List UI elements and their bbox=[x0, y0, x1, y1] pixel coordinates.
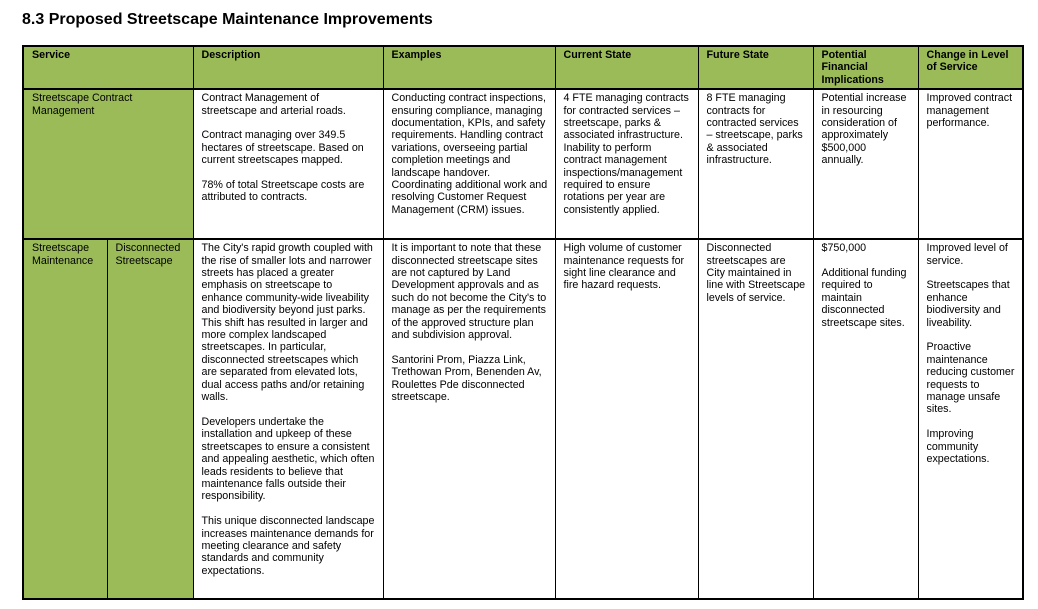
header-future-state: Future State bbox=[698, 46, 813, 89]
table-row bbox=[23, 89, 1023, 239]
page-title: 8.3 Proposed Streetscape Maintenance Improvements bbox=[22, 11, 433, 28]
description-paragraph: 78% of total Streetscape costs are attributed to contracts. bbox=[201, 179, 365, 204]
description-paragraph: Developers undertake the installation and upkeep of these streetscapes to ensure a consistent and appealing aesthetic, which often leads residents to believe that maintenance falls outside their responsibility. bbox=[201, 415, 375, 503]
current-state-paragraph: High volume of customer maintenance requests for sight line clearance and fire hazard requests. bbox=[563, 242, 685, 292]
service-table bbox=[22, 45, 1024, 600]
financial-paragraph: $750,000 bbox=[821, 242, 867, 255]
cell-description bbox=[193, 239, 383, 599]
cell-description bbox=[193, 89, 383, 239]
header-service: Service bbox=[23, 46, 193, 89]
current-state-paragraph: 4 FTE managing contracts for contracted services – streetscape, parks & associated infrastructure. Inability to perform contract management inspections/management required to ensure rotations per year are consistently applied. bbox=[563, 92, 689, 216]
examples-paragraph: It is important to note that these disconnected streetscape sites are not captured by Land Development approvals and as such do not become the City's to manage as per the requirements of the approved structure plan and subdivision approval. bbox=[391, 242, 547, 342]
cell-financial bbox=[813, 89, 918, 239]
examples-paragraph: Santorini Prom, Piazza Link, Trethowan Prom, Benenden Av, Roulettes Pde disconnected streetscape. bbox=[391, 353, 542, 404]
future-state-paragraph: 8 FTE managing contracts for contracted services – streetscape, parks & associated infrastructure. bbox=[706, 92, 803, 167]
change-paragraph: Improving community expectations. bbox=[926, 428, 990, 466]
header-description: Description bbox=[193, 46, 383, 89]
financial-paragraph: Potential increase in resourcing consideration of approximately $500,000 annually. bbox=[821, 92, 907, 167]
description-paragraph: The City's rapid growth coupled with the rise of smaller lots and narrower streets has placed a greater emphasis on streetscape to enhance community-wide liveability and biodiversity beyond just parks. This shift has resulted in larger and more complex landscaped streetscapes. In particular, disconnected streetscapes which are separated from elevated lots, dual access paths and/or retaining walls. bbox=[201, 242, 373, 404]
cell-future-state bbox=[698, 89, 813, 239]
header-financial: Potential Financial Implications bbox=[813, 46, 918, 89]
header-change: Change in Level of Service bbox=[918, 46, 1023, 89]
cell-current-state bbox=[555, 239, 698, 599]
header-examples: Examples bbox=[383, 46, 555, 89]
cell-examples bbox=[383, 89, 555, 239]
description-paragraph: Contract managing over 349.5 hectares of streetscape. Based on current streetscapes mapped. bbox=[201, 129, 364, 167]
table-row bbox=[23, 239, 1023, 599]
cell-service: Streetscape Maintenance bbox=[23, 239, 107, 599]
description-paragraph: This unique disconnected landscape increases maintenance demands for meeting clearance and safety standards and community expectations. bbox=[201, 515, 375, 577]
future-state-paragraph: Disconnected streetscapes are City maintained in line with Streetscape levels of service. bbox=[706, 242, 806, 304]
change-paragraph: Proactive maintenance reducing customer requests to manage unsafe sites. bbox=[926, 341, 1015, 416]
cell-examples bbox=[383, 239, 555, 599]
cell-service: Streetscape Contract Management bbox=[23, 89, 193, 239]
cell-change bbox=[918, 89, 1023, 239]
cell-change bbox=[918, 239, 1023, 599]
financial-paragraph: Additional funding required to maintain disconnected streetscape sites. bbox=[821, 267, 907, 329]
cell-current-state bbox=[555, 89, 698, 239]
header-current-state: Current State bbox=[555, 46, 698, 89]
change-paragraph: Streetscapes that enhance biodiversity and liveability. bbox=[926, 279, 1010, 329]
cell-future-state bbox=[698, 239, 813, 599]
examples-paragraph: Conducting contract inspections, ensuring compliance, managing documentation, KPIs, and safety requirements. Handling contract variations, overseeing partial completion meetings and landscape handover. Coordinating additional work and resolving Customer Request Management (CRM) issues. bbox=[391, 92, 548, 216]
header-row bbox=[23, 46, 1023, 89]
change-paragraph: Improved level of service. bbox=[926, 242, 1008, 267]
change-paragraph: Improved contract management performance. bbox=[926, 92, 1013, 130]
cell-sub-service: Disconnected Streetscape bbox=[107, 239, 193, 599]
cell-financial bbox=[813, 239, 918, 599]
description-paragraph: Contract Management of streetscape and arterial roads. bbox=[201, 92, 346, 117]
